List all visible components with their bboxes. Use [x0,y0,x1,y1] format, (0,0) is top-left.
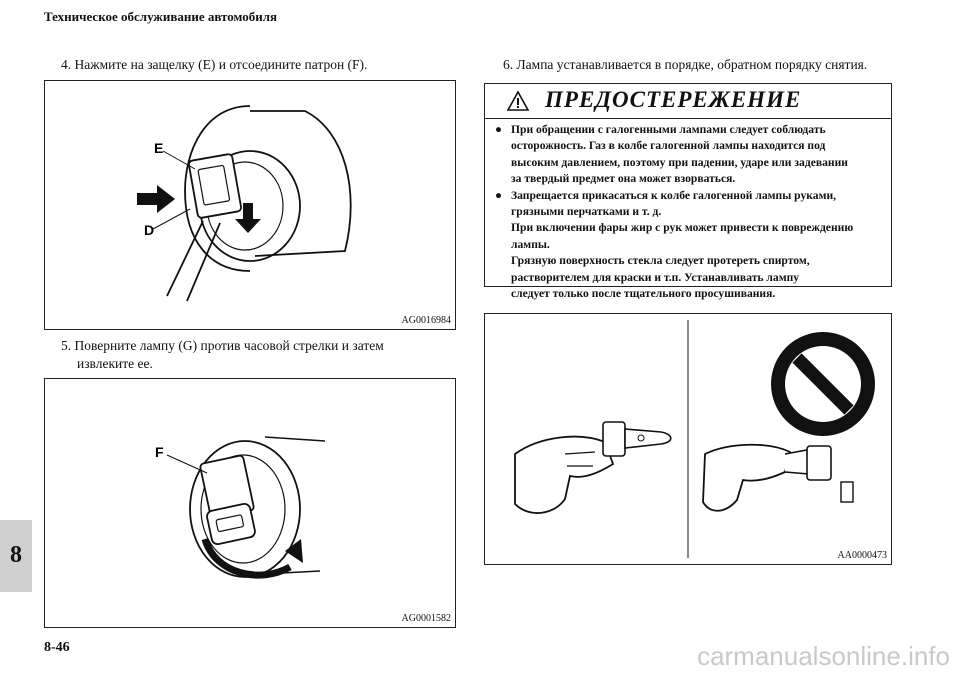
socket-latch-illustration [45,81,455,329]
bullet-icon: ● [495,188,503,202]
correct-handling-hand [515,422,671,513]
step-5-text-line1: 5. Поверните лампу (G) против часовой стрелки и затем [61,338,384,353]
step-5-text-line2: извлеките ее. [77,356,153,371]
figure-code: AA0000473 [837,550,887,561]
step-4-text: 4. Нажмите на защелку (E) и отсоедините патрон (F). [61,57,368,72]
callout-d: D [144,222,155,238]
warning-box [484,83,892,301]
figure-code: AG0001582 [401,613,451,624]
figure-halogen-handling [484,313,892,565]
prohibited-handling-hand [703,445,853,511]
warning-text [495,122,883,302]
bullet-icon: ● [495,123,503,136]
bullet-line: При включении фары жир с рук может привести к повреждению [511,221,854,235]
bullet-line: растворителем для краски и т.п. Устанавливать лампу [511,270,800,284]
bullet-line: При обращении с галогенными лампами следует соблюдать [511,123,826,136]
watermark: carmanualsonline.info [697,641,950,671]
step-6-text: 6. Лампа устанавливается в порядке, обратном порядку снятия. [503,57,868,72]
page-number: 8-46 [44,640,70,655]
prohibition-icon [771,332,875,436]
bullet-line: Запрещается прикасаться к колбе галогенной лампы руками, [511,188,837,202]
page-header: Техническое обслуживание автомобиля [44,9,278,24]
chapter-number: 8 [10,542,22,568]
bullet-line: осторожность. Газ в колбе галогенной лампы находится под [511,139,826,153]
warning-title: ПРЕДОСТЕРЕЖЕНИЕ [545,87,802,112]
figure-remove-lamp [44,378,456,628]
warning-triangle-icon [507,91,529,111]
warning-bullet [495,188,883,204]
warning-bullet [495,122,883,138]
warning-header [485,84,891,119]
bullet-line: лампы. [511,237,550,251]
bullet-line: грязными перчатками и т. д. [511,205,662,219]
figure-code: AG0016984 [401,315,451,326]
callout-e: E [154,140,164,156]
callout-f: F [155,444,164,460]
lamp-rotation-illustration [45,379,455,627]
bullet-line: за твердый предмет она может взорваться. [511,172,736,186]
bullet-line: высоким давлением, поэтому при падении, ударе или задевании [511,155,848,169]
halogen-handling-illustration [485,314,891,564]
bullet-line: следует только после тщательного просушивания. [511,287,776,301]
figure-disconnect-socket [44,80,456,330]
bullet-line: Грязную поверхность стекла следует протереть спиртом, [511,254,810,268]
chapter-tab [0,520,32,592]
